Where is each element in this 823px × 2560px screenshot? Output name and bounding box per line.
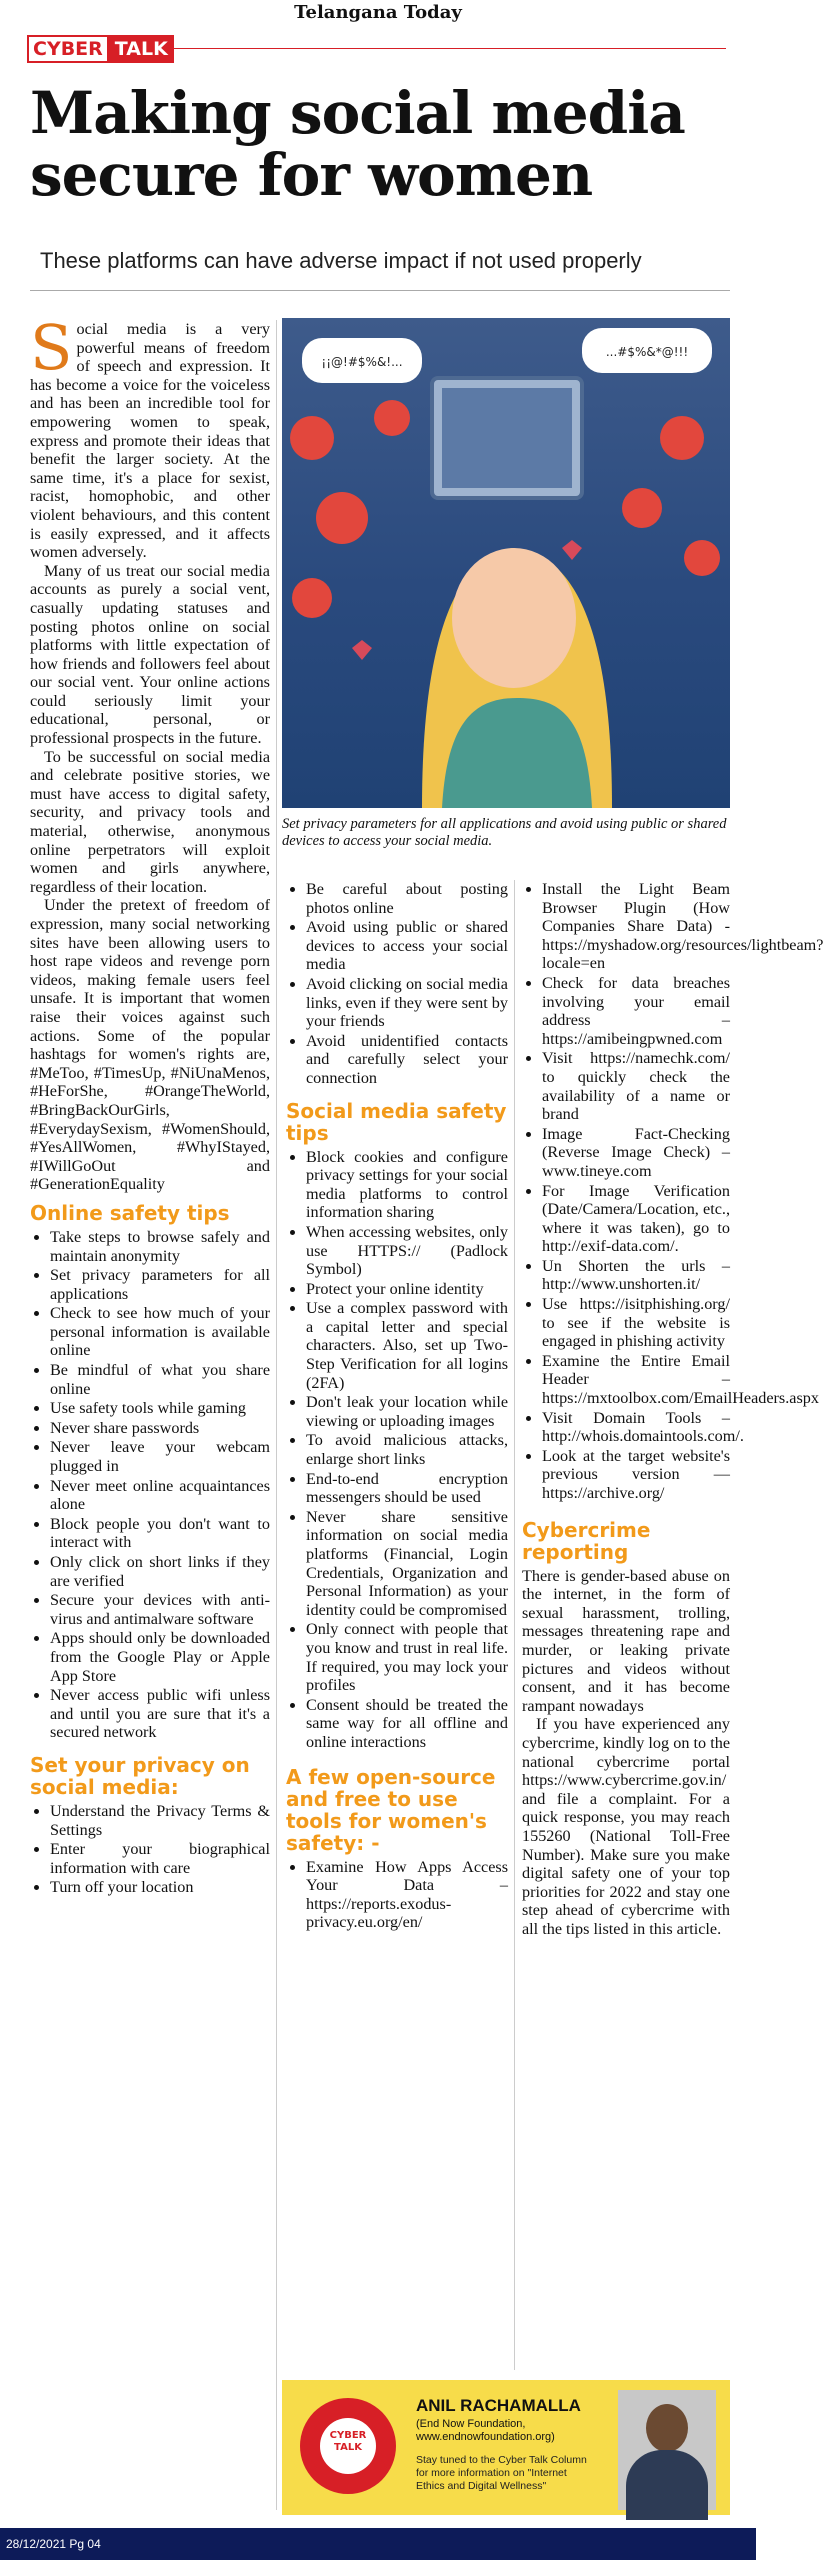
list-item: • Check to see how much of your personal information is available online [50,1304,270,1360]
list-item: • Visit Domain Tools – http://whois.domaintools.com/. [542,1409,730,1446]
column-divider [276,320,277,2510]
illustration [282,318,730,808]
list-item: • Install the Light Beam Browser Plugin (How Companies Share Data) - https://myshadow.org/resources/lightbeam?locale=en [542,880,730,973]
list-item: • Use a complex password with a capital letter and special characters. Also, set up Two-Step Verification for all logins (2FA) [306,1299,508,1392]
social-media-safety-heading: Social media safety tips [286,1098,507,1145]
badge-cyber: CYBER [27,35,109,63]
list-item: • Protect your online identity [306,1280,508,1299]
list-item: • Only connect with people that you know and trust in real life. If required, you may lock your profiles [306,1620,508,1694]
list-item: • Be careful about posting photos online [306,880,508,917]
list-item: • Avoid using public or shared devices to access your social media [306,918,508,974]
subheadline: These platforms can have adverse impact if not used properly [40,248,642,273]
list-item: • Look at the target website's previous version — https://archive.org/ [542,1447,730,1503]
list-item: • Block people you don't want to interact with [50,1515,270,1552]
list-item: • Never share passwords [50,1419,270,1438]
list-item: • Understand the Privacy Terms & Settings [50,1802,270,1839]
column-divider [514,880,515,2370]
list-item: • Visit https://namechk.com/ to quickly check the availability of a name or brand [542,1049,730,1123]
logo-text: CYBER TALK [329,2430,367,2453]
author-head [646,2404,688,2452]
column-3 [522,880,823,1938]
masthead: Telangana Today [294,2,462,23]
list-item: • Only click on short links if they are verified [50,1553,270,1590]
intro-paragraph-3: To be successful on social media and celebrate positive stories, we must have access to digital safety, security, and privacy tools and material, otherwise, anonymous online perpetrators will exploit women and girls anywhere, regardless of their location. [30,747,270,896]
list-item: • For Image Verification (Date/Camera/Location, etc., where it was taken), go to http://exif-data.com/. [542,1182,730,1256]
bubble-left-text: ¡¡@!#$%&!... [321,355,403,369]
illustration-svg [282,318,730,808]
list-item: • To avoid malicious attacks, enlarge short links [306,1431,508,1468]
drop-cap: S [30,311,73,384]
intro-paragraph-2: Many of us treat our social media accounts as purely a social vent, casually updating statuses and posting photos online on social platforms with little expectation of how friends and followers feel about our social vent. Your online actions could seriously limit your educational, personal, or professional prospects in the future. [30,561,270,748]
illustration-caption: Set privacy parameters for all applications and avoid using public or shared devices to access your social media. [282,816,727,849]
list-item: • End-to-end encryption messengers should be used [306,1470,508,1507]
angry-face-icon [660,416,704,460]
list-item: • Examine the Entire Email Header – https://mxtoolbox.com/EmailHeaders.aspx [542,1352,730,1408]
author-org: (End Now Foundation, www.endnowfoundation.org) [416,2418,555,2443]
list-item: • Consent should be treated the same way for all offline and online interactions [306,1696,508,1752]
intro-paragraph-4: Under the pretext of freedom of expression, many social networking sites have been allowing users to host rape videos and revenge porn videos, making female users feel unsafe. It is important that women raise their voices against such actions. Some of the popular hashtags for women's rights are, #MeToo, #TimesUp, #NiUnaMenos, #HeForShe, #OrangeTheWorld, #BringBackOurGirls, #EverydaySexism, #WomenShould, #YesAllWomen, #WhyIStayed, #IWillGoOut and #GenerationEquality [30,896,270,1194]
privacy-heading: Set your privacy on social media: [30,1752,250,1799]
reporting-paragraph-2: If you have experienced any cybercrime, kindly log on to the national cybercrime portal https://www.cybercrime.gov.in/ and file a complaint. For a quick response, you may reach 155260 (National Toll-Free Number). Make sure you make digital safety one of your top priorities for 2022 and stay one step ahead of cybercrime with all the tips listed in this article. [522,1715,730,1938]
list-item: • Never access public wifi unless and until you are sure that it's a secured network [50,1686,270,1742]
list-item: • Don't leak your location while viewing or uploading images [306,1393,508,1430]
angry-face-icon [374,400,410,436]
list-item: • Use https://isitphishing.org/ to see if the website is engaged in phishing activity [542,1295,730,1351]
online-safety-heading: Online safety tips [30,1200,230,1225]
tools-heading: A few open-source and free to use tools for women's safety: - [286,1764,496,1855]
author-name: ANIL RACHAMALLA [416,2396,581,2415]
list-item: • Set privacy parameters for all applications [50,1266,270,1303]
author-box [282,2380,730,2515]
list-item: • Image Fact-Checking (Reverse Image Check) – www.tineye.com [542,1125,730,1181]
badge-talk: TALK [109,35,174,63]
col3-list [522,880,823,1503]
list-item: • Take steps to browse safely and maintain anonymity [50,1228,270,1265]
list-item: • Block cookies and configure privacy settings for your social media platforms to control information sharing [306,1148,508,1222]
list-item: • Check for data breaches involving your email address – https://amibeingpwned.com [542,974,730,1048]
angry-face-icon [684,540,720,576]
header-rule [30,290,730,291]
list-item: • Be mindful of what you share online [50,1361,270,1398]
list-item: • Use safety tools while gaming [50,1399,270,1418]
column-2 [286,880,508,1933]
column-1 [30,311,270,1898]
face-shape [452,548,576,688]
headline: Making social media secure for women [30,79,685,209]
cybercrime-reporting-heading: Cybercrime reporting [522,1517,651,1564]
author-body [626,2450,708,2520]
angry-face-icon [290,416,334,460]
angry-face-icon [316,492,368,544]
page-date: 28/12/2021 Pg 04 [6,2537,101,2551]
col2-list [286,880,508,1088]
list-item: • Never leave your webcam plugged in [50,1438,270,1475]
list-item: • Examine How Apps Access Your Data – https://reports.exodus-privacy.eu.org/en/ [306,1858,508,1932]
author-note: Stay tuned to the Cyber Talk Column for more information on "Internet Ethics and Digital Wellness" [416,2454,587,2492]
author-photo [618,2390,716,2510]
badge-divider [170,48,726,49]
laptop-display [442,388,572,488]
footer-bar [0,2528,756,2560]
broken-heart-icon [352,640,372,660]
bubble-right-text: ...#$%&*@!!! [605,345,689,359]
angry-face-icon [622,488,662,528]
tools-list [286,1858,508,1932]
list-item: • Turn off your location [50,1878,270,1897]
list-item: • Never meet online acquaintances alone [50,1477,270,1514]
intro-paragraph-1: Social media is a very powerful means of freedom of speech and expression. It has become a voice for the voiceless and has been an incredible tool for empowering women to speak, express and promote their ideas that benefit the larger society. At the same time, it's a place for sexist, racist, homophobic, and other violent behaviours, and this content is easily expressed, and it affects women adversely. [30,311,270,562]
list-item: • Enter your biographical information with care [50,1840,270,1877]
cyber-talk-badge [27,35,174,63]
list-item: • Un Shorten the urls – http://www.unshorten.it/ [542,1257,730,1294]
broken-heart-icon [562,540,582,560]
list-item: • Apps should only be downloaded from the Google Play or Apple App Store [50,1629,270,1685]
privacy-list [30,1802,270,1897]
social-media-safety-list [286,1148,508,1752]
list-item: • Never share sensitive information on social media platforms (Financial, Login Credentials, Organization and Personal Information) as your identity could be compromised [306,1508,508,1620]
list-item: • Avoid clicking on social media links, even if they were sent by your friends [306,975,508,1031]
angry-face-icon [292,578,332,618]
list-item: • Secure your devices with anti-virus and antimalware software [50,1591,270,1628]
reporting-paragraph-1: There is gender-based abuse on the internet, in the form of sexual harassment, trolling, messages threatening rape and murder, or leaking private pictures and videos without consent, and it has become rampant nowadays [522,1566,730,1715]
cyber-talk-logo [300,2398,396,2494]
list-item: • Avoid unidentified contacts and carefully select your connection [306,1032,508,1088]
list-item: • When accessing websites, only use HTTPS:// (Padlock Symbol) [306,1223,508,1279]
online-safety-list [30,1228,270,1742]
